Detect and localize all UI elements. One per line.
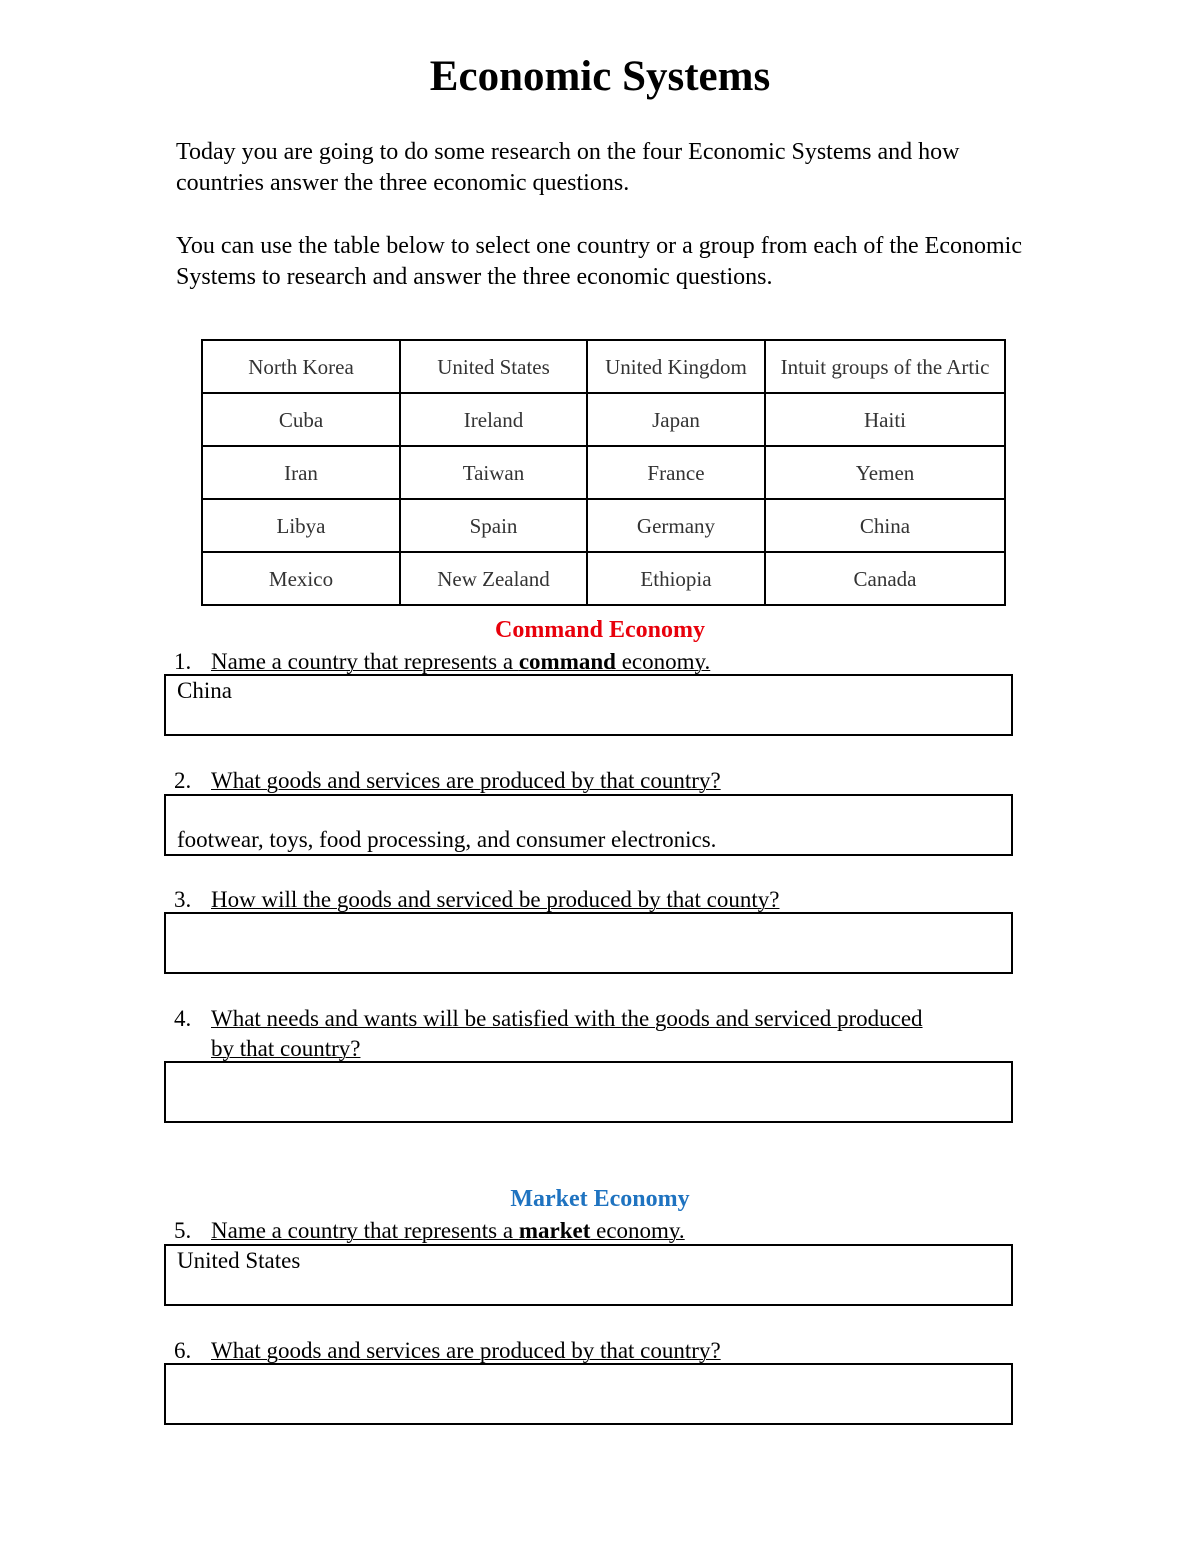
question-3	[174, 885, 1014, 915]
table-cell: North Korea	[202, 340, 400, 393]
question-text: What goods and services are produced by that country?	[211, 768, 721, 793]
table-cell: Canada	[765, 552, 1005, 605]
table-cell: United States	[400, 340, 587, 393]
question-text-continued: by that country?	[211, 1036, 361, 1061]
question-number: 1.	[174, 649, 192, 674]
table-cell: Ireland	[400, 393, 587, 446]
country-table	[201, 339, 1006, 606]
table-cell: Japan	[587, 393, 765, 446]
question-text-end: economy.	[590, 1218, 685, 1243]
table-cell: France	[587, 446, 765, 499]
answer-box-2[interactable]	[164, 794, 1013, 856]
table-cell: United Kingdom	[587, 340, 765, 393]
answer-box-6[interactable]	[164, 1363, 1013, 1425]
question-number: 4.	[174, 1006, 192, 1031]
table-cell: Germany	[587, 499, 765, 552]
command-economy-heading: Command Economy	[494, 617, 705, 643]
table-cell: Yemen	[765, 446, 1005, 499]
question-text: What goods and services are produced by that country?	[211, 1338, 721, 1363]
answer-box-3[interactable]	[164, 912, 1013, 974]
question-1	[174, 647, 1014, 677]
table-cell: Libya	[202, 499, 400, 552]
table-cell: Ethiopia	[587, 552, 765, 605]
question-text: Name a country that represents a	[211, 649, 519, 674]
question-number: 6.	[174, 1338, 192, 1363]
answer-box-1[interactable]	[164, 674, 1013, 736]
table-cell: Cuba	[202, 393, 400, 446]
question-text: How will the goods and serviced be produced by that county?	[211, 887, 780, 912]
table-cell: Iran	[202, 446, 400, 499]
question-number: 2.	[174, 768, 192, 793]
intro-paragraph-2: You can use the table below to select one country or a group from each of the Economic Systems to research and answer the three economic questions.	[176, 233, 1022, 290]
table-cell: Haiti	[765, 393, 1005, 446]
table-cell: Intuit groups of the Artic	[765, 340, 1005, 393]
question-6	[174, 1336, 1014, 1366]
question-number: 3.	[174, 887, 192, 912]
table-cell: Mexico	[202, 552, 400, 605]
table-cell: China	[765, 499, 1005, 552]
question-text: What needs and wants will be satisfied with the goods and serviced produced	[211, 1006, 923, 1031]
table-row	[202, 499, 1005, 552]
question-2	[174, 766, 1014, 796]
answer-box-5[interactable]	[164, 1244, 1013, 1306]
question-4	[174, 1004, 1014, 1064]
intro-paragraph-1: Today you are going to do some research on the four Economic Systems and how countries answer the three economic questions.	[176, 139, 960, 196]
table-cell: Taiwan	[400, 446, 587, 499]
table-row	[202, 446, 1005, 499]
table-cell: Spain	[400, 499, 587, 552]
question-keyword: command	[518, 649, 616, 674]
question-text: Name a country that represents a	[211, 1218, 519, 1243]
answer-text: footwear, toys, food processing, and consumer electronics.	[177, 827, 717, 852]
page-title: Economic Systems	[429, 53, 771, 100]
table-cell: New Zealand	[400, 552, 587, 605]
table-row	[202, 552, 1005, 605]
answer-text: China	[177, 678, 232, 703]
question-text-end: economy.	[615, 649, 711, 674]
question-keyword: market	[518, 1218, 591, 1243]
answer-text: United States	[177, 1248, 301, 1273]
answer-box-4[interactable]	[164, 1061, 1013, 1123]
table-row	[202, 340, 1005, 393]
question-5	[174, 1216, 1014, 1246]
question-number: 5.	[174, 1218, 192, 1243]
market-economy-heading: Market Economy	[510, 1186, 690, 1212]
table-row	[202, 393, 1005, 446]
